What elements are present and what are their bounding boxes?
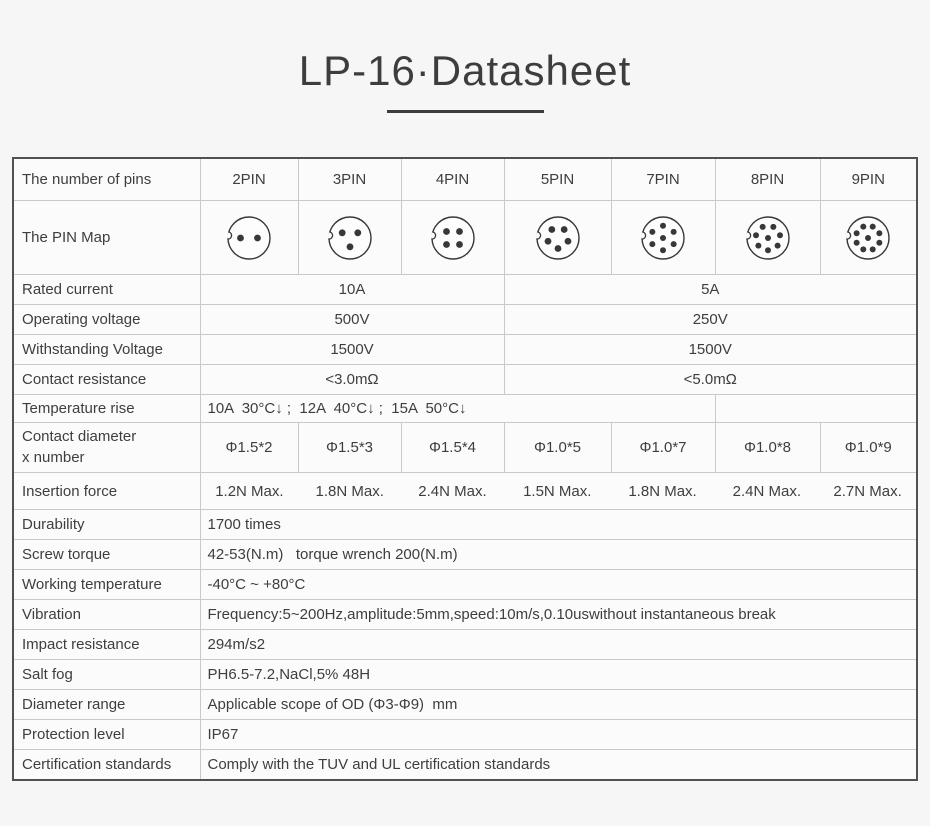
cell-withstanding-voltage-group-b: 1500V (504, 335, 917, 365)
column-header-7pin: 7PIN (611, 158, 715, 201)
row-label-number-of-pins: The number of pins (13, 158, 200, 201)
cell-temperature-rise-empty (715, 395, 917, 423)
cell-protection-level-value: IP67 (200, 720, 917, 750)
connector-face-8pin-icon (744, 214, 792, 262)
cell-contact-resistance-group-a: <3.0mΩ (200, 365, 504, 395)
row-label-salt-fog: Salt fog (13, 660, 200, 690)
row-label-rated-current: Rated current (13, 275, 200, 305)
column-header-2pin: 2PIN (200, 158, 298, 201)
table-row-salt-fog (13, 660, 917, 690)
table-row-temperature-rise (13, 395, 917, 423)
connector-face-9pin-icon (844, 214, 892, 262)
cell-pin-map-8pin (715, 201, 820, 275)
cell-insertion-force-7pin: 1.8N Max. (628, 482, 697, 500)
cell-insertion-force-9pin: 2.7N Max. (833, 482, 902, 500)
title-underline (387, 110, 544, 113)
cell-salt-fog-value: PH6.5-7.2,NaCl,5% 48H (200, 660, 917, 690)
row-label-operating-voltage: Operating voltage (13, 305, 200, 335)
table-row-operating-voltage (13, 305, 917, 335)
cell-vibration-value: Frequency:5~200Hz,amplitude:5mm,speed:10m/s,0.10uswithout instantaneous break (200, 600, 917, 630)
row-label-insertion-force: Insertion force (13, 473, 200, 510)
cell-contact-diameter-9pin: Φ1.0*9 (820, 423, 917, 473)
row-label-impact-resistance: Impact resistance (13, 630, 200, 660)
cell-contact-diameter-7pin: Φ1.0*7 (611, 423, 715, 473)
cell-withstanding-voltage-group-a: 1500V (200, 335, 504, 365)
connector-face-5pin-icon (534, 214, 582, 262)
cell-contact-resistance-group-b: <5.0mΩ (504, 365, 917, 395)
cell-screw-torque-value: 42-53(N.m) torque wrench 200(N.m) (200, 540, 917, 570)
page-title: LP-16·Datasheet (298, 47, 632, 94)
cell-pin-map-4pin (401, 201, 504, 275)
connector-face-4pin-icon (429, 214, 477, 262)
row-label-screw-torque: Screw torque (13, 540, 200, 570)
cell-insertion-force-5pin: 1.5N Max. (523, 482, 592, 500)
cell-operating-voltage-group-b: 250V (504, 305, 917, 335)
cell-temperature-rise-value: 10A 30°C↓ ; 12A 40°C↓ ; 15A 50°C↓ (200, 395, 715, 423)
cell-contact-diameter-5pin: Φ1.0*5 (504, 423, 611, 473)
table-row-certification-standards (13, 750, 917, 780)
row-label-vibration: Vibration (13, 600, 200, 630)
cell-insertion-force-2pin: 1.2N Max. (215, 482, 284, 500)
column-header-3pin: 3PIN (298, 158, 401, 201)
row-label-durability: Durability (13, 510, 200, 540)
row-label-contact-diameter (13, 423, 200, 473)
cell-contact-diameter-8pin: Φ1.0*8 (715, 423, 820, 473)
table-row-pin-header (13, 158, 917, 201)
table-row-durability (13, 510, 917, 540)
cell-contact-diameter-3pin: Φ1.5*3 (298, 423, 401, 473)
cell-pin-map-9pin (820, 201, 917, 275)
cell-impact-resistance-value: 294m/s2 (200, 630, 917, 660)
cell-diameter-range-value: Applicable scope of OD (Φ3-Φ9) mm (200, 690, 917, 720)
cell-insertion-force-8pin: 2.4N Max. (732, 482, 801, 500)
table-row-working-temperature (13, 570, 917, 600)
row-label-withstanding-voltage: Withstanding Voltage (13, 335, 200, 365)
row-label-temperature-rise: Temperature rise (13, 395, 200, 423)
row-label-diameter-range: Diameter range (13, 690, 200, 720)
table-row-vibration (13, 600, 917, 630)
cell-pin-map-5pin (504, 201, 611, 275)
cell-contact-diameter-2pin: Φ1.5*2 (200, 423, 298, 473)
cell-insertion-force-values (200, 473, 917, 510)
table-row-screw-torque (13, 540, 917, 570)
cell-durability-value: 1700 times (200, 510, 917, 540)
spec-table (12, 157, 918, 781)
cell-rated-current-group-b: 5A (504, 275, 917, 305)
table-row-impact-resistance (13, 630, 917, 660)
connector-face-2pin-icon (225, 214, 273, 262)
column-header-5pin: 5PIN (504, 158, 611, 201)
row-label-protection-level: Protection level (13, 720, 200, 750)
cell-rated-current-group-a: 10A (200, 275, 504, 305)
table-row-pin-map (13, 201, 917, 275)
cell-contact-diameter-4pin: Φ1.5*4 (401, 423, 504, 473)
cell-pin-map-3pin (298, 201, 401, 275)
cell-pin-map-2pin (200, 201, 298, 275)
row-label-pin-map: The PIN Map (13, 201, 200, 275)
column-header-8pin: 8PIN (715, 158, 820, 201)
cell-certification-standards-value: Comply with the TUV and UL certification standards (200, 750, 917, 780)
contact-diameter-label-line2: x number (22, 448, 85, 466)
page-header (0, 0, 930, 113)
table-row-withstanding-voltage (13, 335, 917, 365)
row-label-certification-standards: Certification standards (13, 750, 200, 780)
row-label-working-temperature: Working temperature (13, 570, 200, 600)
cell-pin-map-7pin (611, 201, 715, 275)
table-row-contact-resistance (13, 365, 917, 395)
cell-insertion-force-4pin: 2.4N Max. (418, 482, 487, 500)
connector-face-3pin-icon (326, 214, 374, 262)
column-header-9pin: 9PIN (820, 158, 917, 201)
table-row-protection-level (13, 720, 917, 750)
table-row-diameter-range (13, 690, 917, 720)
table-row-contact-diameter (13, 423, 917, 473)
insertion-force-grid (201, 483, 917, 500)
row-label-contact-resistance: Contact resistance (13, 365, 200, 395)
cell-insertion-force-3pin: 1.8N Max. (315, 482, 384, 500)
cell-working-temperature-value: -40°C ~ +80°C (200, 570, 917, 600)
connector-face-7pin-icon (639, 214, 687, 262)
table-row-rated-current (13, 275, 917, 305)
column-header-4pin: 4PIN (401, 158, 504, 201)
table-row-insertion-force (13, 473, 917, 510)
contact-diameter-label-line1: Contact diameter (22, 428, 137, 446)
cell-operating-voltage-group-a: 500V (200, 305, 504, 335)
